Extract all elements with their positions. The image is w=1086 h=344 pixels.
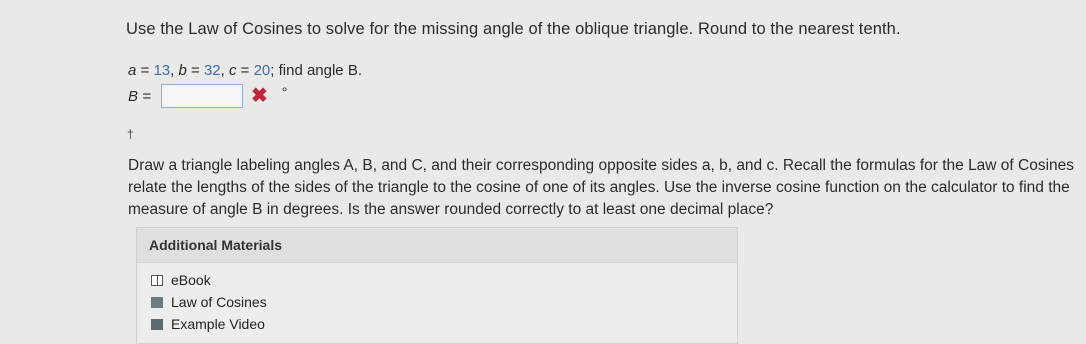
hint-text: Draw a triangle labeling angles A, B, and C, and their corresponding opposite sides a, b, and c. Recall the formulas for the Law of Cosines relate the lengths of the sides of the triangle to the cosine of one of its angles. Use the inverse cosine function on the calculator to find the measure of angle B in degrees. Is the answer rounded correctly to at least one decimal place? xyxy=(128,157,1075,218)
example-video-label: Example Video xyxy=(171,316,265,332)
ebook-label: eBook xyxy=(171,272,211,288)
side-b-value: 32 xyxy=(203,62,221,79)
given-values: a = 13, b = 32, c = 20; find angle B. xyxy=(128,62,362,79)
book-icon xyxy=(151,275,163,286)
materials-title: Additional Materials xyxy=(137,228,737,263)
ebook-link[interactable] xyxy=(151,272,211,288)
incorrect-x-icon: ✖ xyxy=(250,85,268,107)
find-instruction: ; find angle B. xyxy=(270,62,362,79)
side-c-variable: c xyxy=(228,62,237,79)
angle-b-input[interactable] xyxy=(161,84,243,108)
answer-label: B = xyxy=(128,87,151,105)
video-icon xyxy=(151,319,163,330)
hint-marker: † xyxy=(127,127,134,141)
question-text: Use the Law of Cosines to solve for the missing angle of the oblique triangle. Round to the nearest tenth. xyxy=(126,20,901,38)
answer-row xyxy=(128,84,287,108)
law-of-cosines-label: Law of Cosines xyxy=(171,294,267,310)
additional-materials-panel xyxy=(136,227,738,344)
document-icon xyxy=(151,297,163,308)
side-b-variable: b xyxy=(178,62,187,79)
side-a-value: 13 xyxy=(153,62,171,79)
law-of-cosines-link[interactable] xyxy=(151,294,267,310)
side-a-variable: a xyxy=(128,62,137,79)
side-c-value: 20 xyxy=(253,62,271,79)
example-video-link[interactable] xyxy=(151,316,265,332)
degree-unit: ° xyxy=(281,84,288,100)
